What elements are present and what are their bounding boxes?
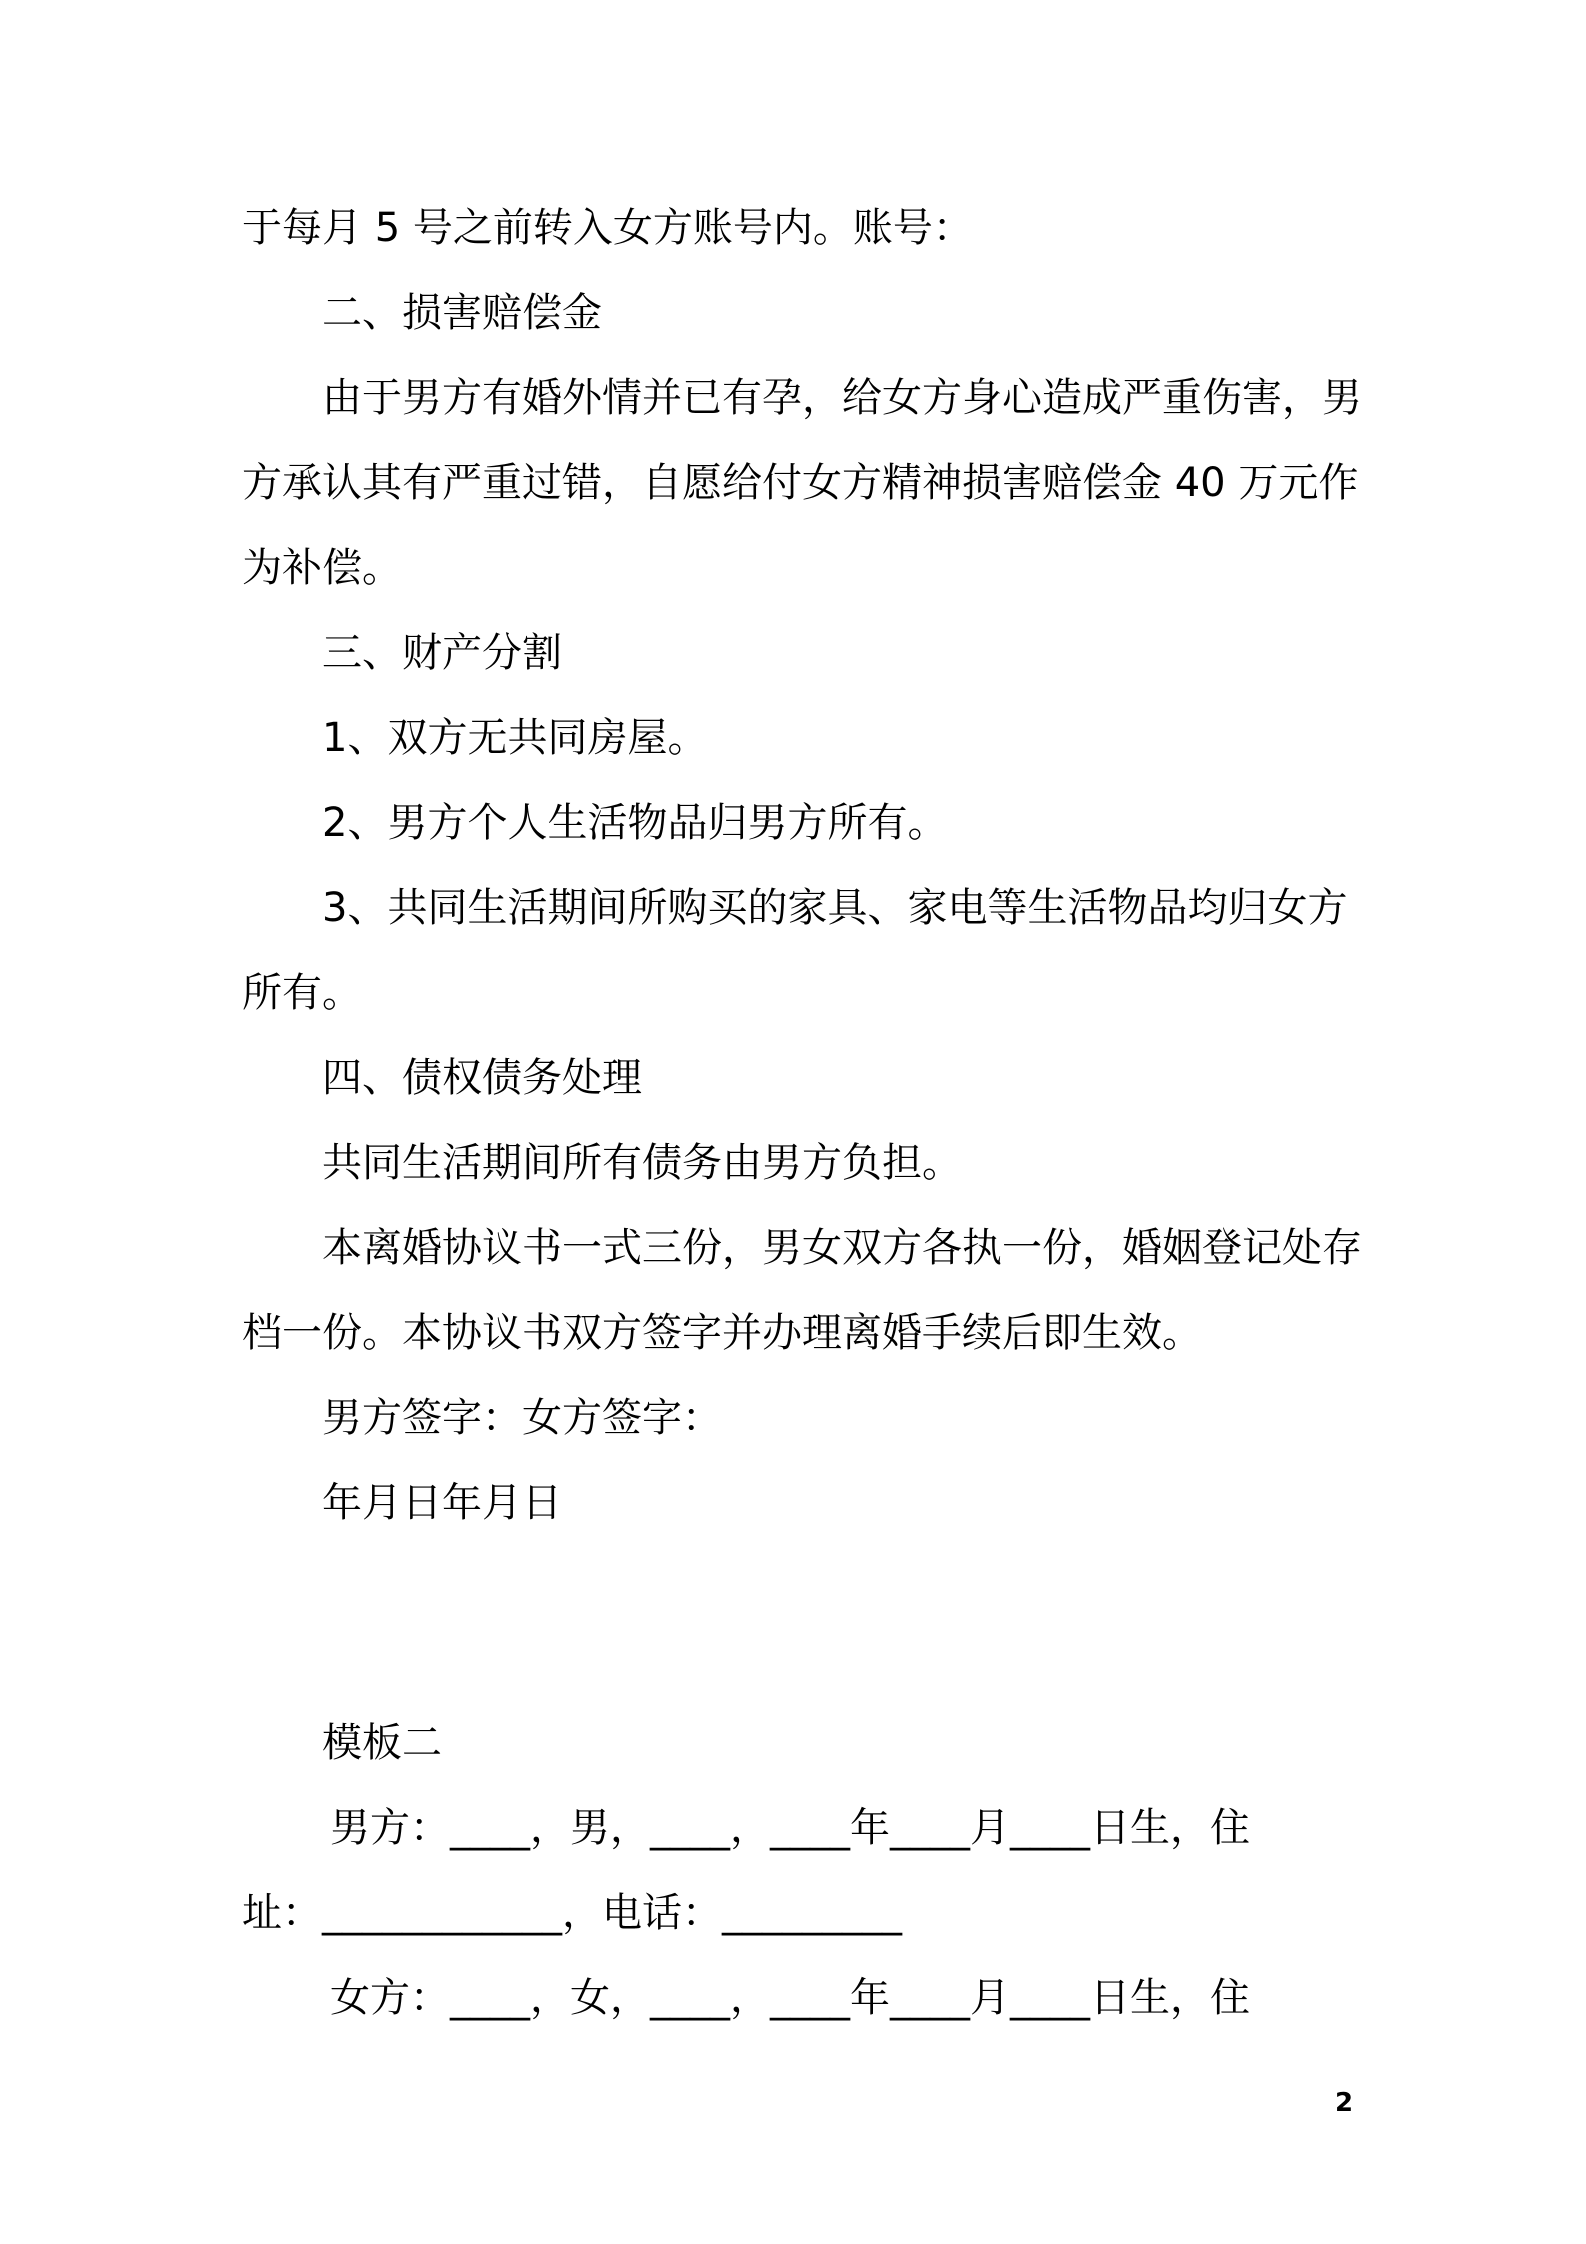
page-number: 2 — [1335, 2088, 1354, 2118]
form-line-female: 女方：____，女，____，____年____月____日生，住 — [330, 1975, 1250, 2021]
section-heading: 二、损害赔偿金 — [322, 290, 602, 336]
text-line: 于每月 5 号之前转入女方账号内。账号： — [242, 205, 973, 251]
text-line: 共同生活期间所有债务由男方负担。 — [322, 1140, 962, 1186]
text-line: 方承认其有严重过错，自愿给付女方精神损害赔偿金 40 万元作 — [242, 460, 1359, 506]
date-line: 年月日年月日 — [322, 1480, 562, 1526]
text-line: 为补偿。 — [242, 545, 402, 591]
text-line: 档一份。本协议书双方签字并办理离婚手续后即生效。 — [242, 1310, 1202, 1356]
text-line: 所有。 — [242, 970, 362, 1016]
section-heading: 三、财产分割 — [322, 630, 562, 676]
form-line-address: 址：____________，电话：_________ — [242, 1890, 902, 1936]
template-heading: 模板二 — [322, 1720, 442, 1766]
list-item: 2、男方个人生活物品归男方所有。 — [322, 800, 948, 846]
text-line: 本离婚协议书一式三份，男女双方各执一份，婚姻登记处存 — [322, 1225, 1362, 1271]
list-item: 3、共同生活期间所购买的家具、家电等生活物品均归女方 — [322, 885, 1348, 931]
text-line: 由于男方有婚外情并已有孕，给女方身心造成严重伤害，男 — [322, 375, 1362, 421]
section-heading: 四、债权债务处理 — [322, 1055, 642, 1101]
signature-line: 男方签字：女方签字： — [322, 1395, 722, 1441]
list-item: 1、双方无共同房屋。 — [322, 715, 708, 761]
form-line-male: 男方：____，男，____，____年____月____日生，住 — [330, 1805, 1250, 1851]
